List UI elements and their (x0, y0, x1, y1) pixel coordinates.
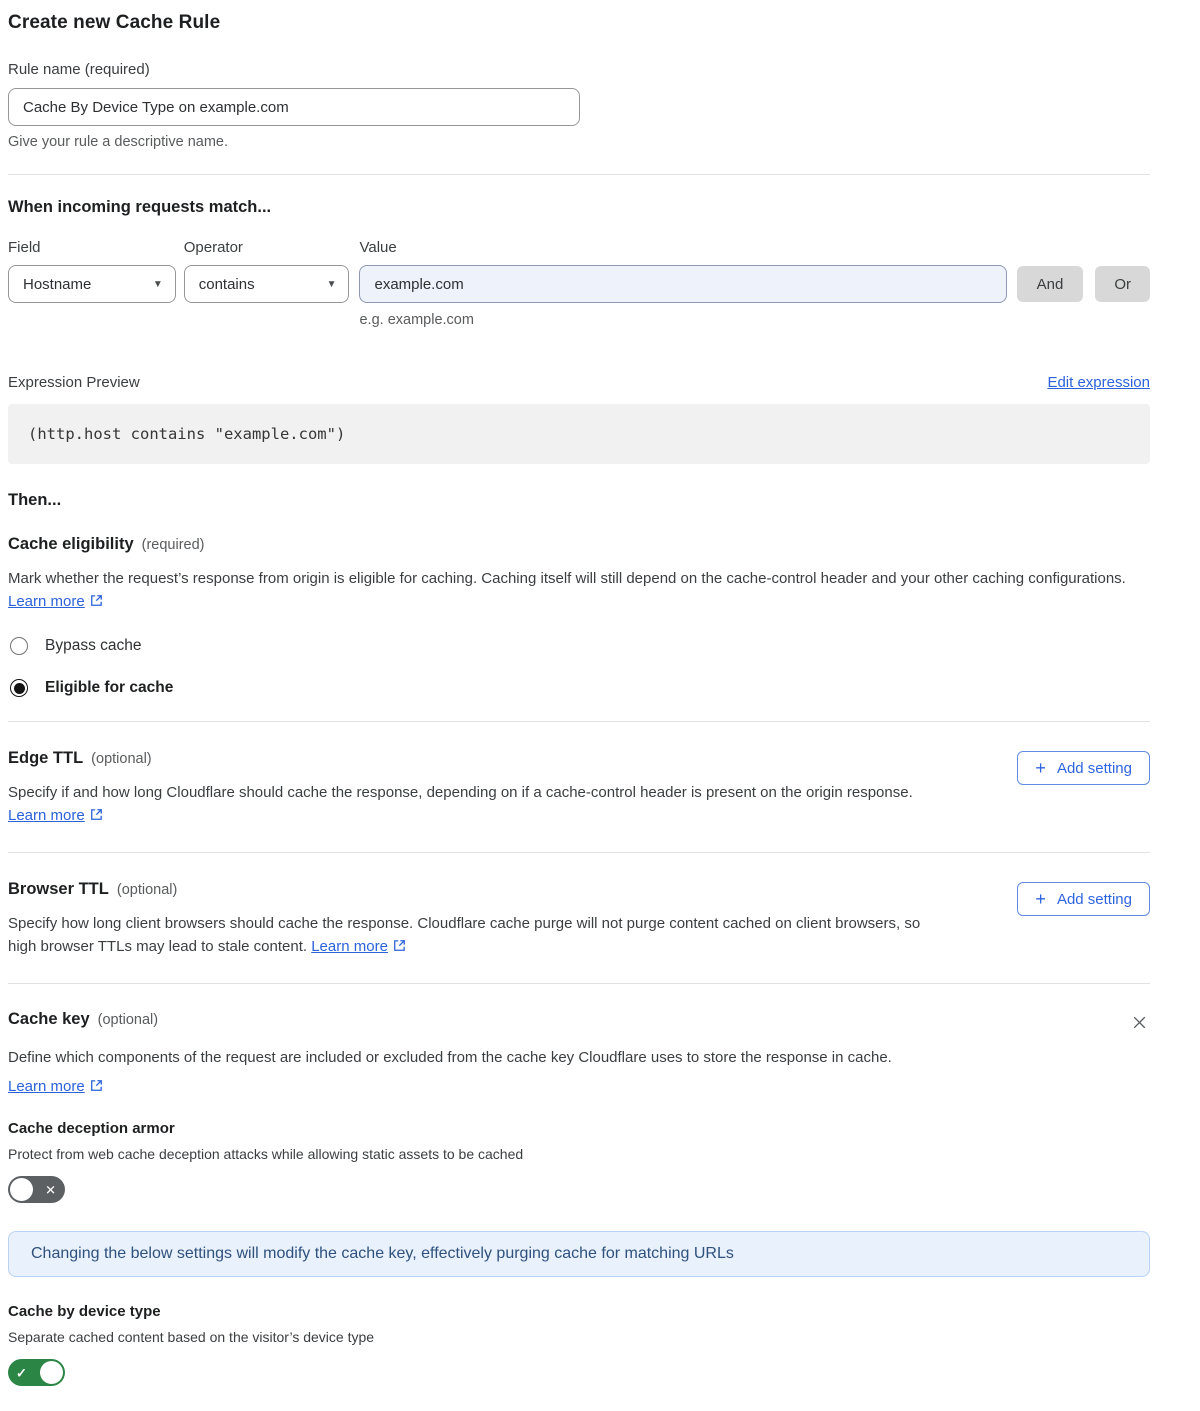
then-heading: Then... (8, 491, 62, 509)
cache-key-warning-banner: Changing the below settings will modify the cache key, effectively purging cache for matching URLs (8, 1231, 1150, 1277)
cache-by-device-type-description: Separate cached content based on the visitor’s device type (8, 1329, 375, 1345)
value-column (359, 239, 1006, 328)
cache-deception-armor-toggle[interactable] (8, 1176, 65, 1203)
value-help: e.g. example.com (359, 312, 474, 328)
chevron-down-icon: ▼ (326, 278, 337, 290)
edit-expression-link[interactable]: Edit expression (1047, 374, 1150, 391)
rule-name-input[interactable] (8, 88, 580, 126)
browser-ttl-qualifier: (optional) (116, 882, 178, 898)
cache-deception-armor-section (8, 1120, 1150, 1208)
cache-eligibility-options (8, 637, 1150, 697)
cache-eligibility-section (8, 535, 1150, 697)
divider (8, 174, 1150, 175)
or-button[interactable]: Or (1095, 266, 1150, 302)
cache-key-qualifier: (optional) (97, 1012, 159, 1028)
edge-ttl-title: Edge TTL (8, 749, 84, 767)
value-label: Value (359, 239, 397, 256)
learn-more-link[interactable]: Learn more (311, 938, 406, 955)
value-input[interactable] (359, 265, 1006, 303)
field-column (8, 239, 176, 303)
edge-ttl-description: Specify if and how long Cloudflare should cache the response, depending on if a cache-control header is present on the origin response. Learn more (8, 781, 943, 828)
operator-select[interactable] (184, 265, 350, 303)
cache-by-device-type-title: Cache by device type (8, 1303, 161, 1320)
cache-deception-armor-description: Protect from web cache deception attacks while allowing static assets to be cached (8, 1146, 524, 1162)
cache-by-device-type-section (8, 1303, 1150, 1391)
edge-ttl-add-setting-button[interactable]: + Add setting (1017, 751, 1150, 785)
plus-icon: + (1035, 889, 1046, 909)
learn-more-link[interactable]: Learn more (8, 807, 103, 824)
cache-key-description: Define which components of the request are included or excluded from the cache key Cloudflare uses to store the response in cache. (8, 1049, 892, 1066)
external-link-icon (90, 591, 103, 614)
operator-select-value: contains (198, 275, 255, 293)
edge-ttl-section (8, 749, 1150, 828)
chevron-down-icon: ▼ (152, 278, 163, 290)
cache-key-section (8, 1010, 1150, 1391)
browser-ttl-section (8, 880, 1150, 959)
edge-ttl-qualifier: (optional) (91, 751, 152, 767)
browser-ttl-description: Specify how long client browsers should cache the response. Cloudflare cache purge will not purge content cached on client browsers, so high browser TTLs may lead to stale content. Learn more (8, 912, 943, 959)
toggle-state-icon: ✓ (16, 1365, 27, 1380)
external-link-icon (90, 1079, 103, 1096)
field-label: Field (8, 239, 41, 256)
browser-ttl-title: Browser TTL (8, 880, 109, 898)
expression-preview-label: Expression Preview (8, 374, 140, 391)
andor-buttons (1007, 266, 1150, 302)
cache-by-device-type-toggle[interactable] (8, 1359, 65, 1386)
divider (8, 721, 1150, 722)
expression-code: (http.host contains "example.com") (8, 404, 1150, 464)
cache-eligibility-qualifier: (required) (141, 537, 205, 553)
toggle-knob (40, 1361, 63, 1384)
bypass-cache-radio[interactable]: Bypass cache (8, 637, 1150, 655)
eligible-for-cache-radio[interactable]: Eligible for cache (8, 679, 1150, 697)
match-section (8, 198, 1150, 328)
rule-name-section (8, 61, 1150, 150)
match-heading: When incoming requests match... (8, 198, 272, 216)
expression-preview-section (8, 374, 1150, 464)
close-icon[interactable] (1129, 1012, 1150, 1033)
external-link-icon (90, 805, 103, 828)
toggle-state-icon: ✕ (45, 1182, 56, 1197)
learn-more-link[interactable]: Learn more (8, 1078, 103, 1096)
rule-name-help: Give your rule a descriptive name. (8, 134, 229, 150)
match-condition-row (8, 239, 1150, 328)
cache-deception-armor-title: Cache deception armor (8, 1120, 175, 1137)
field-select-value: Hostname (23, 275, 92, 293)
page-title: Create new Cache Rule (8, 12, 221, 33)
cache-key-title: Cache key (8, 1010, 90, 1028)
radio-icon (10, 679, 28, 697)
plus-icon: + (1035, 758, 1046, 778)
radio-icon (10, 637, 28, 655)
learn-more-link[interactable]: Learn more (8, 593, 103, 610)
divider (8, 852, 1150, 853)
field-select[interactable] (8, 265, 176, 303)
divider (8, 983, 1150, 984)
operator-label: Operator (183, 239, 243, 256)
external-link-icon (393, 936, 406, 959)
cache-eligibility-title: Cache eligibility (8, 535, 134, 553)
browser-ttl-add-setting-button[interactable]: + Add setting (1017, 882, 1150, 916)
operator-column (184, 239, 350, 303)
and-button[interactable]: And (1017, 266, 1084, 302)
cache-eligibility-description: Mark whether the request’s response from origin is eligible for caching. Caching itself will still depend on the cache-control header and your other caching configurations. Learn more (8, 567, 1130, 614)
rule-name-label: Rule name (required) (8, 61, 150, 78)
toggle-knob (10, 1178, 33, 1201)
